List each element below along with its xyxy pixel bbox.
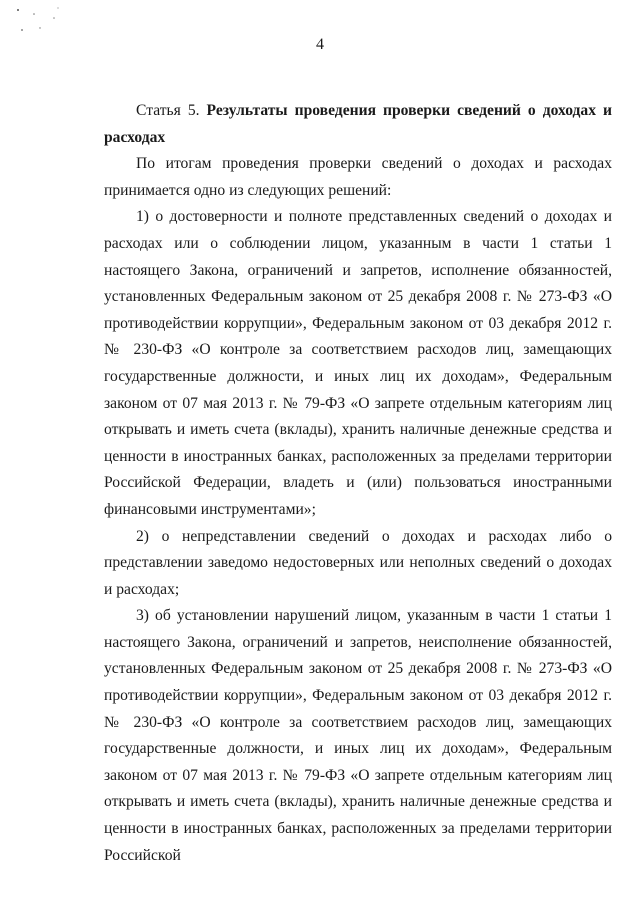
document-body: [104, 98, 612, 869]
page-number: 4: [316, 36, 324, 53]
article-prefix: Статья 5.: [136, 102, 207, 119]
article-title: Результаты проведения проверки сведений о доходах и расходах: [104, 102, 613, 146]
paragraph-item-1: 1) о достоверности и полноте представленных сведений о доходах и расходах или о соблюдении лицом, указанным в части 1 статьи 1 настоящего Закона, ограничений и запретов, исполнение обязанностей, установленных Федеральным законом от 25 декабря 2008 г. № 273-ФЗ «О противодействии коррупции», Федеральным законом от 03 декабря 2012 г. № 230-ФЗ «О контроле за соответствием расходов лиц, замещающих государственные должности, и иных лиц их доходам», Федеральным законом от 07 мая 2013 г. № 79-ФЗ «О запрете отдельным категориям лиц открывать и иметь счета (вклады), хранить наличные денежные средства и ценности в иностранных банках, расположенных за пределами территории Российской Федерации, владеть и (или) пользоваться иностранными финансовыми инструментами»;: [104, 208, 612, 518]
article-heading: [104, 98, 612, 151]
paragraph-item-3: 3) об установлении нарушений лицом, указанным в части 1 статьи 1 настоящего Закона, ограничений и запретов, неисполнение обязанностей, установленных Федеральным законом от 25 декабря 2008 г. № 273-ФЗ «О противодействии коррупции», Федеральным законом от 03 декабря 2012 г. № 230-ФЗ «О контроле за соответствием расходов лиц, замещающих государственные должности, и иных лиц их доходам», Федеральным законом от 07 мая 2013 г. № 79-ФЗ «О запрете отдельным категориям лиц открывать и иметь счета (вклады), хранить наличные денежные средства и ценности в иностранных банках, расположенных за пределами территории Российской: [104, 607, 612, 864]
scan-specks: [14, 0, 74, 40]
paragraph-item-2: 2) о непредставлении сведений о доходах и расходах либо о представлении заведомо недостоверных или неполных сведений о доходах и расходах;: [104, 527, 612, 598]
paragraph-intro: По итогам проведения проверки сведений о доходах и расходах принимается одно из следующих решений:: [104, 155, 612, 199]
